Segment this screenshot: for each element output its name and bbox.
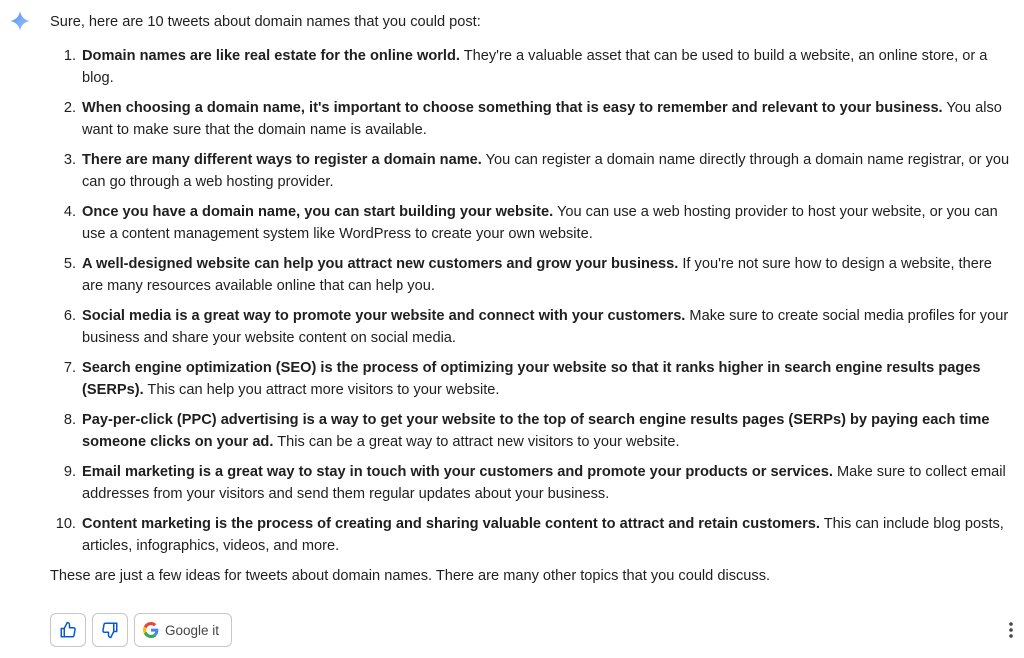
response-intro: Sure, here are 10 tweets about domain names that you could post: (50, 14, 481, 30)
list-number: 6. (63, 308, 76, 324)
google-g-icon (143, 622, 159, 638)
list-item-headline: Once you have a domain name, you can start building your website. (82, 204, 554, 220)
list-item-text: Make sure to create social media profiles for your business and share your website content on social media. (82, 308, 1009, 346)
list-item-text: You can register a domain name directly through a domain name registrar, or you can go through a web hosting provider. (82, 152, 1010, 190)
list-item-headline: There are many different ways to register a domain name. (82, 152, 482, 168)
list-item-text: You also want to make sure that the domain name is available. (82, 100, 1002, 138)
thumbs-down-button[interactable] (92, 613, 128, 647)
response-body (50, 12, 1015, 588)
list-item-headline: A well-designed website can help you attract new customers and grow your business. (82, 256, 679, 272)
list-number: 4. (63, 204, 76, 220)
list-item (50, 98, 1015, 141)
list-item (50, 202, 1015, 245)
list-item-text: They're a valuable asset that can be used to build a website, an online store, or a blog. (82, 48, 988, 86)
list-item-headline: Email marketing is a great way to stay in touch with your customers and promote your products or services. (82, 464, 833, 480)
response-outro: These are just a few ideas for tweets about domain names. There are many other topics that you could discuss. (50, 568, 771, 584)
list-item (50, 358, 1015, 401)
thumbs-up-button[interactable] (50, 613, 86, 647)
list-item (50, 462, 1015, 505)
list-number: 3. (63, 152, 76, 168)
list-item-headline: Content marketing is the process of creating and sharing valuable content to attract and retain customers. (82, 516, 820, 532)
list-item-headline: Search engine optimization (SEO) is the process of optimizing your website so that it ranks higher in search engine results pages (SERPs). (82, 360, 981, 398)
list-item (50, 46, 1015, 89)
google-it-button[interactable] (134, 613, 232, 647)
list-item (50, 150, 1015, 193)
list-item (50, 514, 1015, 557)
list-item-text: If you're not sure how to design a website, there are many resources available online that can help you. (82, 256, 992, 294)
list-item (50, 410, 1015, 453)
list-number: 9. (63, 464, 76, 480)
more-vert-icon (1008, 621, 1014, 639)
tweet-list (50, 46, 1015, 557)
list-number: 2. (63, 100, 76, 116)
gemini-sparkle-icon (8, 9, 32, 33)
list-number: 1. (63, 48, 76, 64)
list-number: 5. (63, 256, 76, 272)
list-item-text: This can be a great way to attract new visitors to your website. (273, 433, 680, 450)
more-options-button[interactable] (1006, 618, 1016, 642)
list-item-text: Make sure to collect email addresses from your visitors and send them regular updates about your business. (82, 464, 1006, 502)
list-item-headline: Social media is a great way to promote your website and connect with your customers. (82, 308, 686, 324)
list-item (50, 254, 1015, 297)
list-number: 8. (63, 412, 76, 428)
thumbs-up-icon (59, 621, 77, 639)
list-number: 7. (63, 360, 76, 376)
list-item-headline: Pay-per-click (PPC) advertising is a way to get your website to the top of search engine results pages (SERPs) by paying each time someone clicks on your ad. (82, 412, 990, 450)
list-item-headline: When choosing a domain name, it's important to choose something that is easy to remember and relevant to your business. (82, 100, 943, 116)
google-it-label: Google it (165, 622, 220, 638)
response-actions (50, 613, 232, 647)
thumbs-down-icon (101, 621, 119, 639)
list-item-text: This can help you attract more visitors to your website. (143, 381, 500, 398)
list-item-headline: Domain names are like real estate for the online world. (82, 48, 460, 64)
list-item (50, 306, 1015, 349)
list-item-text: This can include blog posts, articles, infographics, videos, and more. (82, 516, 1004, 554)
list-item-text: You can use a web hosting provider to host your website, or you can use a content management system like WordPress to create your own website. (82, 204, 998, 242)
list-number: 10. (55, 516, 76, 532)
